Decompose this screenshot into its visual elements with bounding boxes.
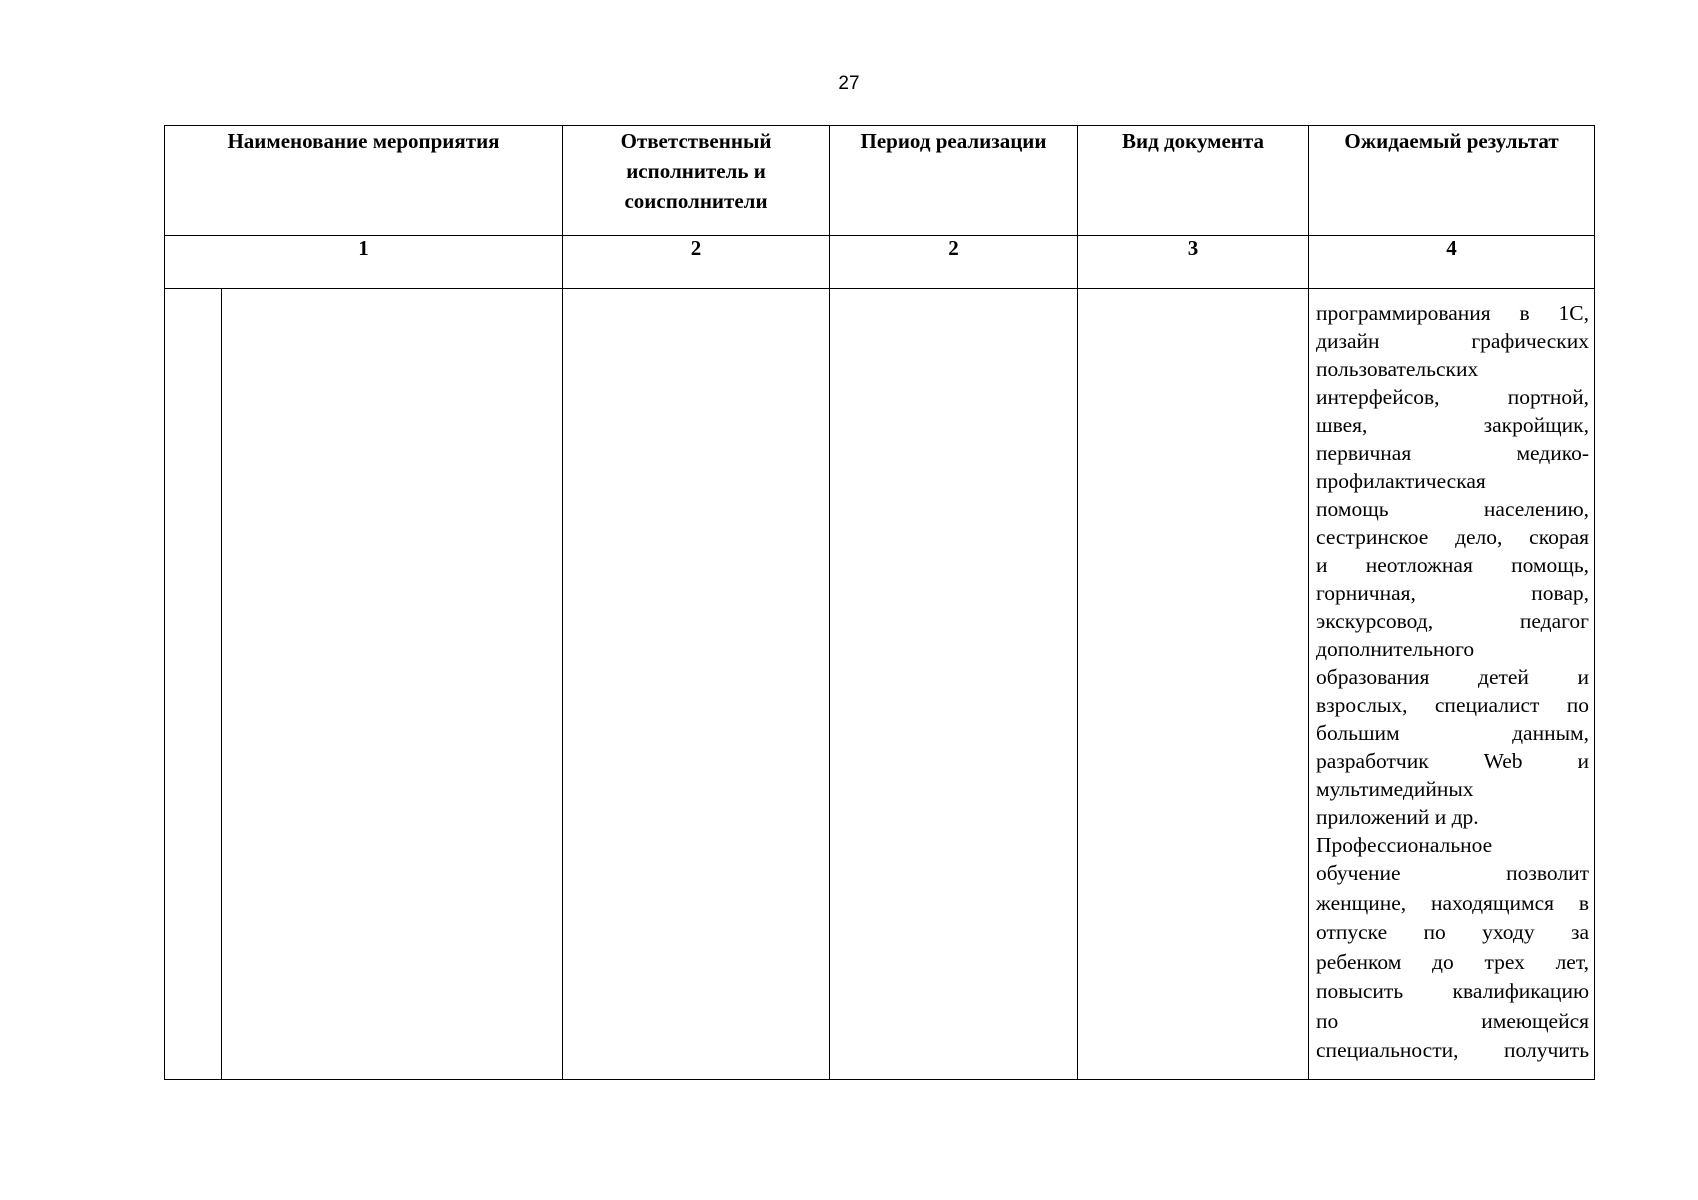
result-line: пользовательских [1316,357,1479,381]
document-type-cell [1078,289,1309,1080]
result-line: повысить квалификацию [1316,979,1590,1003]
result-line: обучение позволит [1316,861,1590,885]
result-line: дизайн графических [1316,329,1590,353]
expected-result-cell [1309,289,1595,1080]
result-line: мультимедийных [1316,777,1474,801]
page-number: 27 [838,73,860,94]
column-number-2b: 2 [830,236,1078,289]
result-line: первичная медико- [1316,441,1590,465]
result-line: Профессиональное [1316,833,1493,857]
result-line: горничная, повар, [1316,581,1590,605]
result-line: программирования в 1С, [1316,301,1590,325]
column-number-row [165,236,1595,289]
index-cell [165,289,222,1080]
expected-result-text [1309,289,1594,1066]
header-period: Период реализации [830,126,1078,236]
header-event-name: Наименование мероприятия [165,126,563,236]
result-line: взрослых, специалист по [1316,693,1590,717]
responsible-cell [563,289,830,1080]
table-row [165,289,1595,1080]
result-line: экскурсовод, педагог [1316,609,1590,633]
result-line: дополнительного [1316,637,1475,661]
column-number-1: 1 [165,236,563,289]
action-plan-table [164,125,1595,1080]
event-name-cell [222,289,563,1080]
result-line: помощь населению, [1316,497,1590,521]
result-line: ребенком до трех лет, [1316,949,1590,974]
header-document-type: Вид документа [1078,126,1309,236]
period-cell [830,289,1078,1080]
result-line: специальности, получить [1316,1038,1590,1062]
result-line: и неотложная помощь, [1316,553,1590,577]
column-number-3: 3 [1078,236,1309,289]
header-expected-result: Ожидаемый результат [1309,126,1595,236]
result-line: по имеющейся [1316,1008,1590,1033]
result-line: отпуске по уходу за [1316,920,1590,944]
result-line: швея, закройщик, [1316,413,1590,437]
column-number-2a: 2 [563,236,830,289]
header-row [165,126,1595,236]
result-line: профилактическая [1316,469,1486,493]
result-line: сестринское дело, скорая [1316,525,1590,549]
header-responsible: Ответственный исполнитель и соисполнители [563,126,830,236]
result-line: интерфейсов, портной, [1316,385,1590,409]
result-line: образования детей и [1316,665,1590,689]
column-number-4: 4 [1309,236,1595,289]
result-line: большим данным, [1316,721,1590,745]
result-line: приложений и др. [1316,805,1479,829]
result-line: женщине, находящимся в [1316,890,1590,915]
result-line: разработчик Web и [1316,749,1590,773]
